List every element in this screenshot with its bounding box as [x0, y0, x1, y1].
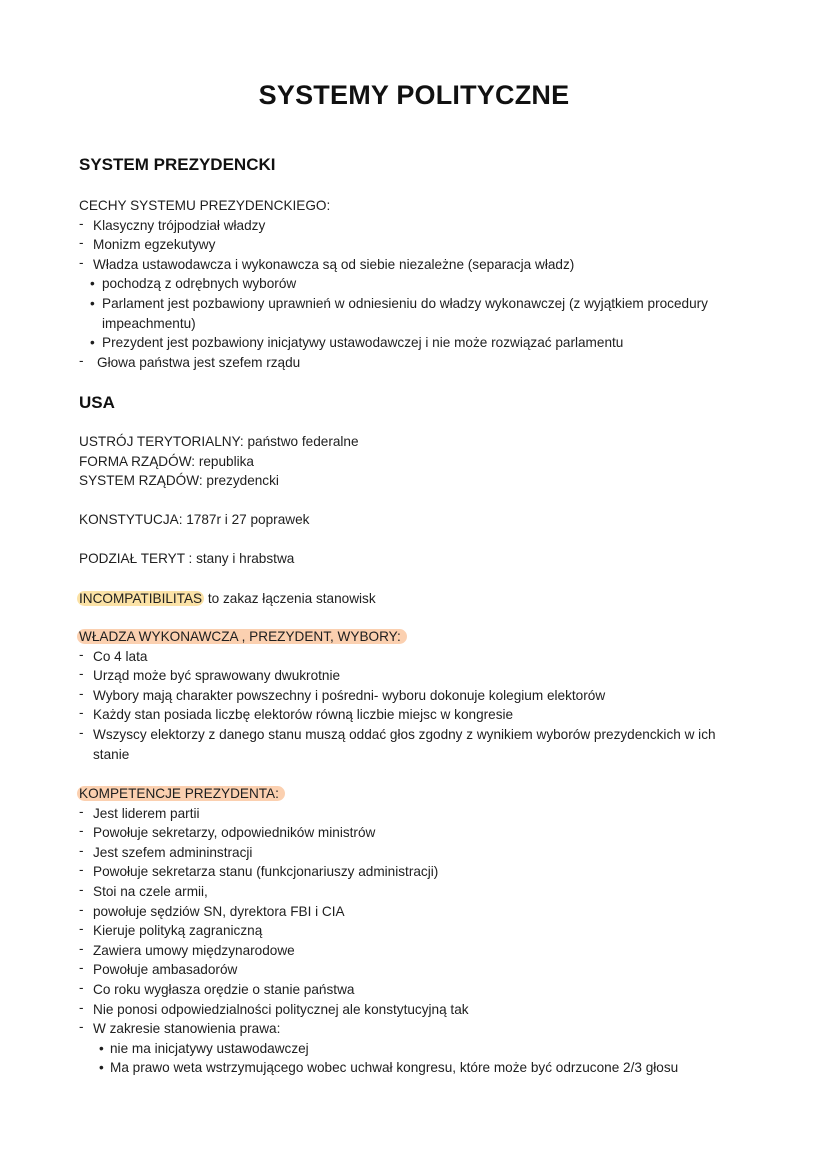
- list-item: - Co 4 lata: [79, 646, 148, 664]
- list-item: - Nie ponosi odpowiedzialności politycznej ale konstytucyjną tak: [79, 999, 469, 1017]
- territorial-system: USTRÓJ TERYTORIALNY: państwo federalne: [79, 434, 359, 449]
- list-item: - Zawiera umowy międzynarodowe: [79, 940, 295, 958]
- section-heading-usa: USA: [79, 393, 115, 412]
- constitution: KONSTYTUCJA: 1787r i 27 poprawek: [79, 512, 310, 527]
- page-title: SYSTEMY POLITYCZNE: [258, 80, 570, 110]
- sub-list-item: • Ma prawo weta wstrzymującego wobec uchwał kongresu, które może być odrzucone 2/3 głosu: [99, 1060, 679, 1076]
- sub-list-item: • pochodzą z odrębnych wyborów: [90, 276, 297, 292]
- form-of-government: FORMA RZĄDÓW: republika: [79, 453, 254, 469]
- list-item: - Wybory mają charakter powszechny i pośredni- wyboru dokonuje kolegium elektorów: [79, 685, 606, 703]
- president-competences-list: [79, 784, 759, 1078]
- incompatibilitas-definition: to zakaz łączenia stanowisk: [204, 591, 376, 606]
- territorial-division: PODZIAŁ TERYT : stany i hrabstwa: [79, 551, 295, 566]
- executive-list: [79, 627, 759, 764]
- list-item: - Głowa państwa jest szefem rządu: [79, 352, 301, 370]
- list-item: - Władza ustawodawcza i wykonawcza są od siebie niezależne (separacja władz): [79, 254, 575, 272]
- section-heading-presidential-system: SYSTEM PREZYDENCKI: [79, 155, 276, 174]
- executive-heading: WŁADZA WYKONAWCZA , PREZYDENT, WYBORY:: [77, 629, 407, 644]
- features-label: CECHY SYSTEMU PREZYDENCKIEGO:: [79, 198, 331, 213]
- list-item: - Wszyscy elektorzy z danego stanu muszą oddać głos zgodny z wynikiem wyborów prezydenckich w ich stanie: [79, 724, 716, 762]
- list-item: - Stoi na czele armii,: [79, 881, 208, 899]
- list-item: - Urząd może być sprawowany dwukrotnie: [79, 666, 341, 684]
- list-item: - Powołuje ambasadorów: [79, 960, 238, 978]
- list-item: - powołuje sędziów SN, dyrektora FBI i CIA: [79, 901, 345, 919]
- incompatibilitas-term: INCOMPATIBILITAS: [79, 591, 203, 606]
- features-list: [79, 196, 759, 372]
- list-item: - Kieruje polityką zagraniczną: [79, 921, 263, 939]
- sub-list-item: • nie ma inicjatywy ustawodawczej: [99, 1040, 309, 1056]
- incompatibilitas: [79, 589, 759, 609]
- list-item: - Monizm egzekutywy: [79, 235, 216, 253]
- list-item: - Każdy stan posiada liczbę elektorów równą liczbie miejsc w kongresie: [79, 705, 514, 723]
- list-item: - Powołuje sekretarza stanu (funkcjonariuszy administracji): [79, 862, 439, 880]
- list-item: - Jest liderem partii: [79, 803, 200, 821]
- usa-facts: [79, 432, 759, 491]
- competences-heading: KOMPETENCJE PREZYDENTA:: [77, 786, 285, 801]
- list-item: - Co roku wygłasza orędzie o stanie państwa: [79, 979, 355, 997]
- system-of-government: SYSTEM RZĄDÓW: prezydencki: [79, 473, 279, 489]
- sub-list-item: • Prezydent jest pozbawiony inicjatywy ustawodawczej i nie może rozwiązać parlamentu: [90, 335, 624, 351]
- list-item: - Klasyczny trójpodział władzy: [79, 215, 266, 233]
- sub-list-item: • Parlament jest pozbawiony uprawnień w odniesieniu do władzy wykonawczej (z wyjątkiem procedury impeachmentu): [90, 295, 708, 331]
- list-item: - Jest szefem admininstracji: [79, 842, 253, 860]
- list-item: - W zakresie stanowienia prawa:: [79, 1019, 281, 1037]
- list-item: - Powołuje sekretarzy, odpowiedników ministrów: [79, 823, 376, 841]
